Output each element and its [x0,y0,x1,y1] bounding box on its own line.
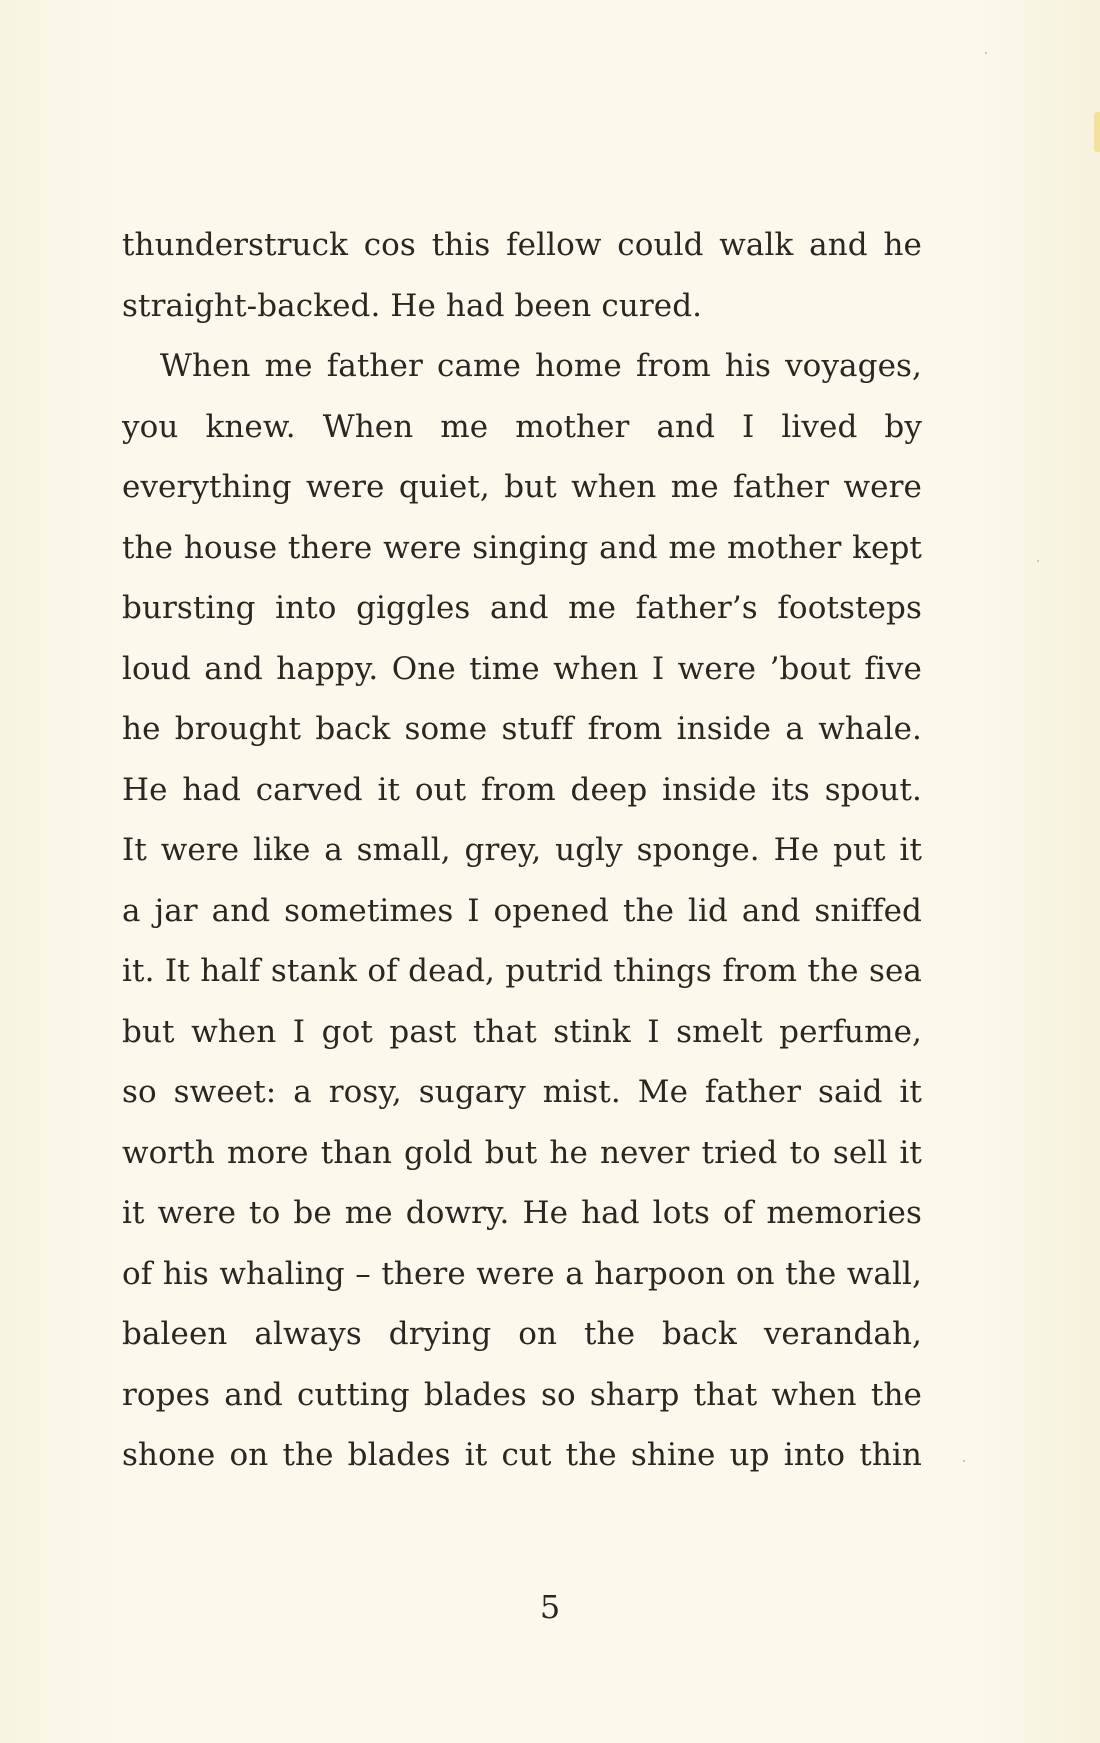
paper-speck [1037,560,1039,562]
text-line: he brought back some stuff from inside a whale. [122,711,922,747]
text-line: it were to be me dowry. He had lots of memories [122,1195,922,1231]
text-line: straight-backed. He had been cured. [122,287,703,324]
page-number: 5 [539,1588,561,1626]
text-line: worth more than gold but he never tried to sell it [122,1134,922,1171]
text-line: ropes and cutting blades so sharp that when the [122,1376,922,1413]
text-line: you knew. When me mother and I lived by [122,408,922,445]
text-line: of his whaling – there were a harpoon on the wall, [122,1255,922,1292]
text-line: so sweet: a rosy, sugary mist. Me father said it [122,1074,922,1110]
text-line: everything were quiet, but when me father were [122,469,922,505]
text-line: it. It half stank of dead, putrid things from the sea [122,953,922,989]
text-line: bursting into giggles and me father’s footsteps [122,590,922,626]
text-line: It were like a small, grey, ugly sponge. He put it [122,832,922,868]
text-line: He had carved it out from deep inside its spout. [122,771,922,808]
text-line: thunderstruck cos this fellow could walk and he [122,227,922,263]
text-line: the house there were singing and me mother kept [122,529,922,566]
body-text [122,215,922,1486]
text-line: a jar and sometimes I opened the lid and sniffed [122,892,922,929]
text-line: shone on the blades it cut the shine up into thin [122,1437,922,1473]
paper-speck [963,1460,965,1462]
text-line: loud and happy. One time when I were ’bout five [122,650,922,687]
text-line: baleen always drying on the back verandah, [122,1316,922,1352]
paragraph-first-line: When me father came home from his voyages, [160,348,922,384]
paper-speck [985,52,987,54]
text-line: but when I got past that stink I smelt perfume, [122,1013,922,1050]
page-edge-mark [1094,112,1100,152]
